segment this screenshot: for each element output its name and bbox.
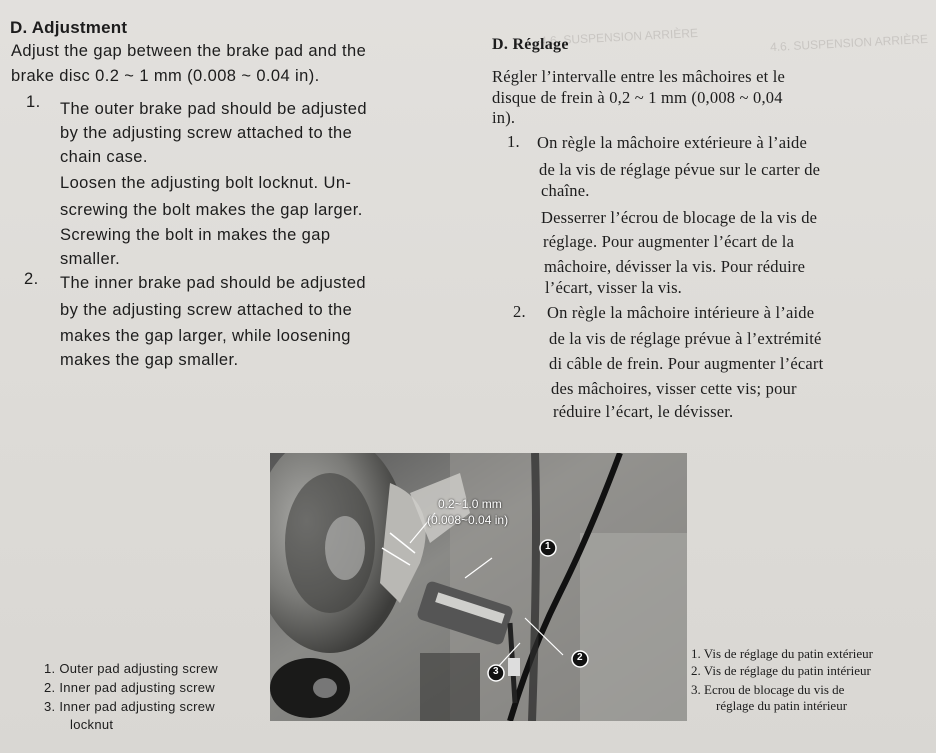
- caption-line: 1. Vis de réglage du patin extérieur: [691, 646, 873, 661]
- body-line: by the adjusting screw attached to the: [60, 124, 353, 142]
- body-line: The inner brake pad should be adjusted: [60, 274, 366, 292]
- callout-3-number: 3: [493, 666, 499, 677]
- body-line: chain case.: [60, 148, 148, 166]
- gap-label-in: (0.008~0.04 in): [427, 513, 509, 527]
- caption-line: 3. Inner pad adjusting screw: [44, 699, 215, 714]
- caption-line: 1. Outer pad adjusting screw: [44, 661, 218, 676]
- body-line: brake disc 0.2 ~ 1 mm (0.008 ~ 0.04 in).: [11, 67, 320, 85]
- body-line: Adjust the gap between the brake pad and the: [11, 42, 367, 60]
- body-line: réglage. Pour augmenter l’écart de la: [543, 232, 795, 251]
- section-title: D. Réglage: [492, 36, 569, 53]
- body-line: Régler l’intervalle entre les mâchoires et le: [492, 67, 786, 86]
- body-line: de la vis de réglage prévue à l’extrémité: [549, 329, 822, 348]
- body-line: l’écart, visser la vis.: [545, 278, 683, 297]
- caption-line: 3. Ecrou de blocage du vis de: [691, 682, 845, 697]
- body-line: makes the gap larger, while loosening: [60, 327, 351, 345]
- body-line: mâchoire, dévisser la vis. Pour réduire: [544, 257, 806, 276]
- body-line: Desserrer l’écrou de blocage de la vis de: [541, 208, 818, 227]
- list-number: 2.: [24, 270, 39, 288]
- brake-assembly-photo: [270, 453, 687, 721]
- body-line: réduire l’écart, le dévisser.: [553, 402, 734, 421]
- list-number: 1.: [507, 132, 520, 151]
- body-line: disque de frein à 0,2 ~ 1 mm (0,008 ~ 0,04: [492, 88, 783, 107]
- body-line: des mâchoires, visser cette vis; pour: [551, 379, 797, 398]
- bleed-through-text: 4.6. SUSPENSION ARRIÈRE: [539, 25, 699, 49]
- body-line: screwing the bolt makes the gap larger.: [60, 201, 363, 219]
- body-line: by the adjusting screw attached to the: [60, 301, 353, 319]
- callout-1-number: 1: [545, 541, 551, 552]
- caption-line: réglage du patin intérieur: [716, 698, 848, 713]
- body-line: The outer brake pad should be adjusted: [60, 100, 367, 118]
- body-line: On règle la mâchoire intérieure à l’aide: [547, 303, 815, 322]
- body-line: On règle la mâchoire extérieure à l’aide: [537, 133, 808, 152]
- body-line: Screwing the bolt in makes the gap: [60, 226, 331, 244]
- body-line: de la vis de réglage pévue sur le carter de: [539, 160, 821, 179]
- caption-line: 2. Inner pad adjusting screw: [44, 680, 215, 695]
- body-line: di câble de frein. Pour augmenter l’écart: [549, 354, 824, 373]
- body-line: makes the gap smaller.: [60, 351, 239, 369]
- callout-2-number: 2: [577, 652, 583, 663]
- photo-illustration: [270, 453, 687, 721]
- body-line: chaîne.: [541, 181, 590, 200]
- caption-line: 2. Vis de réglage du patin intérieur: [691, 663, 871, 678]
- body-line: in).: [492, 108, 516, 127]
- body-line: smaller.: [60, 250, 121, 268]
- section-title: D. Adjustment: [10, 18, 128, 37]
- body-line: Loosen the adjusting bolt locknut. Un-: [60, 174, 352, 192]
- list-number: 1.: [26, 93, 41, 111]
- caption-line: locknut: [70, 717, 114, 732]
- gap-label-mm: 0.2~1.0 mm: [438, 497, 502, 511]
- bleed-through-text: 4.6. SUSPENSION ARRIÈRE: [769, 31, 929, 55]
- list-number: 2.: [513, 302, 526, 321]
